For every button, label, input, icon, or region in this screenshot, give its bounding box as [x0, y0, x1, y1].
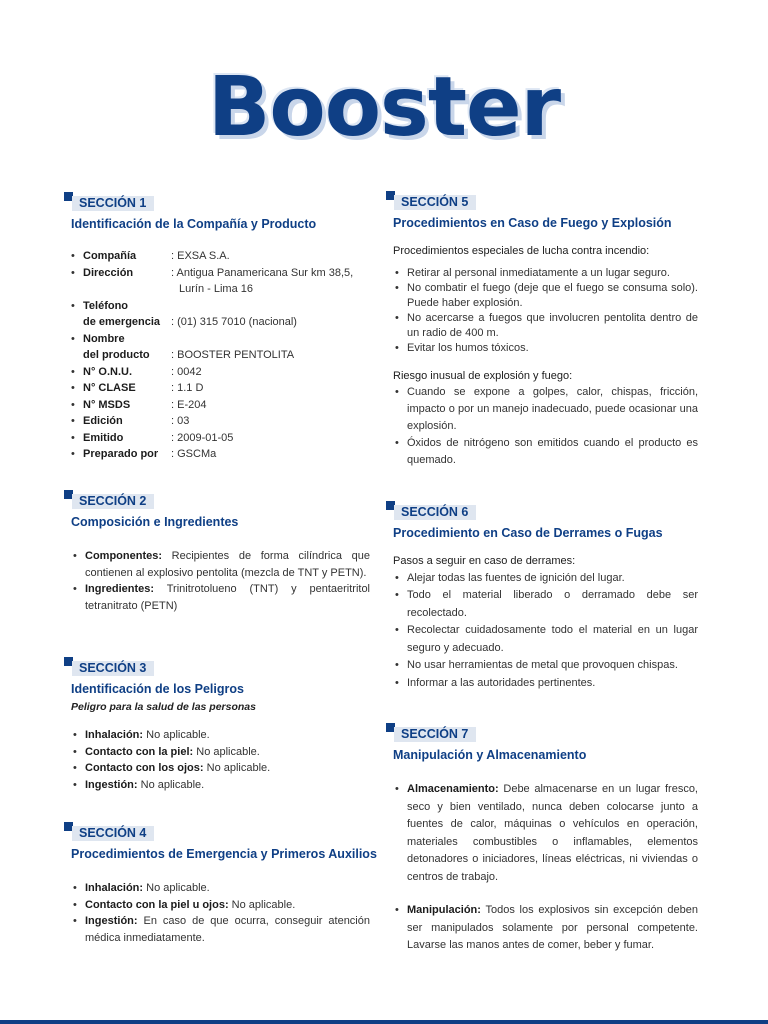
section-7	[386, 727, 698, 955]
section-title: Identificación de los Peligros	[71, 682, 244, 696]
list-item: • Inhalación: No aplicable.	[71, 880, 370, 897]
list-item: • No combatir el fuego (deje que el fuego se consuma solo). Puede haber explosión.	[393, 281, 698, 311]
section-title: Procedimientos de Emergencia y Primeros Auxilios	[71, 847, 377, 861]
kv-row: • Nombre del producto : BOOSTER PENTOLITA	[71, 332, 295, 361]
list-item: • Contacto con la piel u ojos: No aplicable.	[71, 897, 370, 914]
section-tag: SECCIÓN 4	[72, 826, 154, 841]
section-subtitle: Peligro para la salud de las personas	[71, 701, 256, 713]
kv-row: • Dirección : Antigua Panamericana Sur km 38,5, Lurín - Lima 16	[71, 266, 354, 295]
list-item: • Almacenamiento: Debe almacenarse en un lugar fresco, seco y bien ventilado, nunca deben colocarse junto a fuentes de calor, máquinas o vehículos en operación, materiales combustibles o inflamables, elementos detonadores o iniciadores, líneas eléctricas, ni viviendas o centros de trabajo.	[393, 781, 698, 886]
list-item: • Cuando se expone a golpes, calor, chispas, fricción, impacto o por un manejo inadecuado, puede ocasionar una explosión.	[393, 384, 698, 435]
section-tag: SECCIÓN 7	[394, 727, 476, 742]
list-item: • Contacto con los ojos: No aplicable.	[71, 760, 370, 777]
section-title: Procedimientos en Caso de Fuego y Explosión	[393, 216, 672, 230]
section-5	[386, 195, 698, 469]
list-item: • Óxidos de nitrógeno son emitidos cuando el producto es quemado.	[393, 435, 698, 469]
list-item: • No usar herramientas de metal que provoquen chispas.	[393, 657, 698, 675]
section-6	[386, 505, 698, 692]
section-tag: SECCIÓN 2	[72, 494, 154, 509]
kv-row: • Compañía : EXSA S.A.	[71, 250, 230, 262]
kv-row: • Edición : 03	[71, 415, 190, 427]
footer-rule	[0, 1020, 768, 1024]
section-2	[64, 494, 370, 614]
section-tag: SECCIÓN 1	[72, 196, 154, 211]
section-tag: SECCIÓN 6	[394, 505, 476, 520]
list-item: • Todo el material liberado o derramado debe ser recolectado.	[393, 587, 698, 622]
section-4	[64, 826, 377, 946]
kv-row: • N° O.N.U. : 0042	[71, 365, 202, 378]
list-item: • Informar a las autoridades pertinentes.	[393, 675, 698, 693]
paragraph-heading: Procedimientos especiales de lucha contra incendio:	[393, 245, 650, 257]
list-item: • Ingestión: En caso de que ocurra, conseguir atención médica inmediatamente.	[71, 913, 370, 946]
section-1	[64, 196, 370, 463]
document-title: Booster	[207, 60, 561, 155]
list-item: • Componentes: Recipientes de forma cilíndrica que contienen al explosivo pentolita (mezcla de TNT y PETN).	[71, 548, 370, 581]
section-title: Identificación de la Compañía y Producto	[71, 217, 317, 231]
section-tag: SECCIÓN 3	[72, 661, 154, 676]
paragraph-heading: Pasos a seguir en caso de derrames:	[393, 555, 576, 567]
list-item: • Ingredientes: Trinitrotolueno (TNT) y pentaeritritol tetranitrato (PETN)	[71, 581, 370, 614]
list-item: • Recolectar cuidadosamente todo el material en un lugar seguro y adecuado.	[393, 622, 698, 657]
kv-row: • Emitido : 2009-01-05	[71, 431, 234, 444]
list-item: • Ingestión: No aplicable.	[71, 777, 370, 794]
kv-row: • Preparado por : GSCMa	[71, 448, 217, 460]
kv-row: • Teléfono de emergencia : (01) 315 7010 (nacional)	[71, 299, 297, 328]
kv-row: • N° MSDS : E-204	[71, 398, 207, 411]
section-title: Procedimiento en Caso de Derrames o Fugas	[393, 526, 663, 540]
list-item: • Inhalación: No aplicable.	[71, 727, 370, 744]
list-item: • Retirar al personal inmediatamente a un lugar seguro.	[393, 266, 698, 281]
section-title: Composición e Ingredientes	[71, 515, 239, 529]
list-item: • Evitar los humos tóxicos.	[393, 341, 698, 356]
list-item: • Contacto con la piel: No aplicable.	[71, 744, 370, 761]
kv-row: • N° CLASE : 1.1 D	[71, 382, 204, 394]
section-3	[64, 661, 370, 793]
paragraph-heading: Riesgo inusual de explosión y fuego:	[393, 369, 573, 382]
section-tag: SECCIÓN 5	[394, 195, 476, 210]
section-title: Manipulación y Almacenamiento	[393, 748, 587, 762]
list-item: • No acercarse a fuegos que involucren pentolita dentro de un radio de 400 m.	[393, 311, 698, 341]
list-item: • Alejar todas las fuentes de ignición del lugar.	[393, 570, 698, 588]
list-item: • Manipulación: Todos los explosivos sin excepción deben ser manipulados solamente por personal competente. Lavarse las manos antes de comer, beber y fumar.	[393, 902, 698, 955]
